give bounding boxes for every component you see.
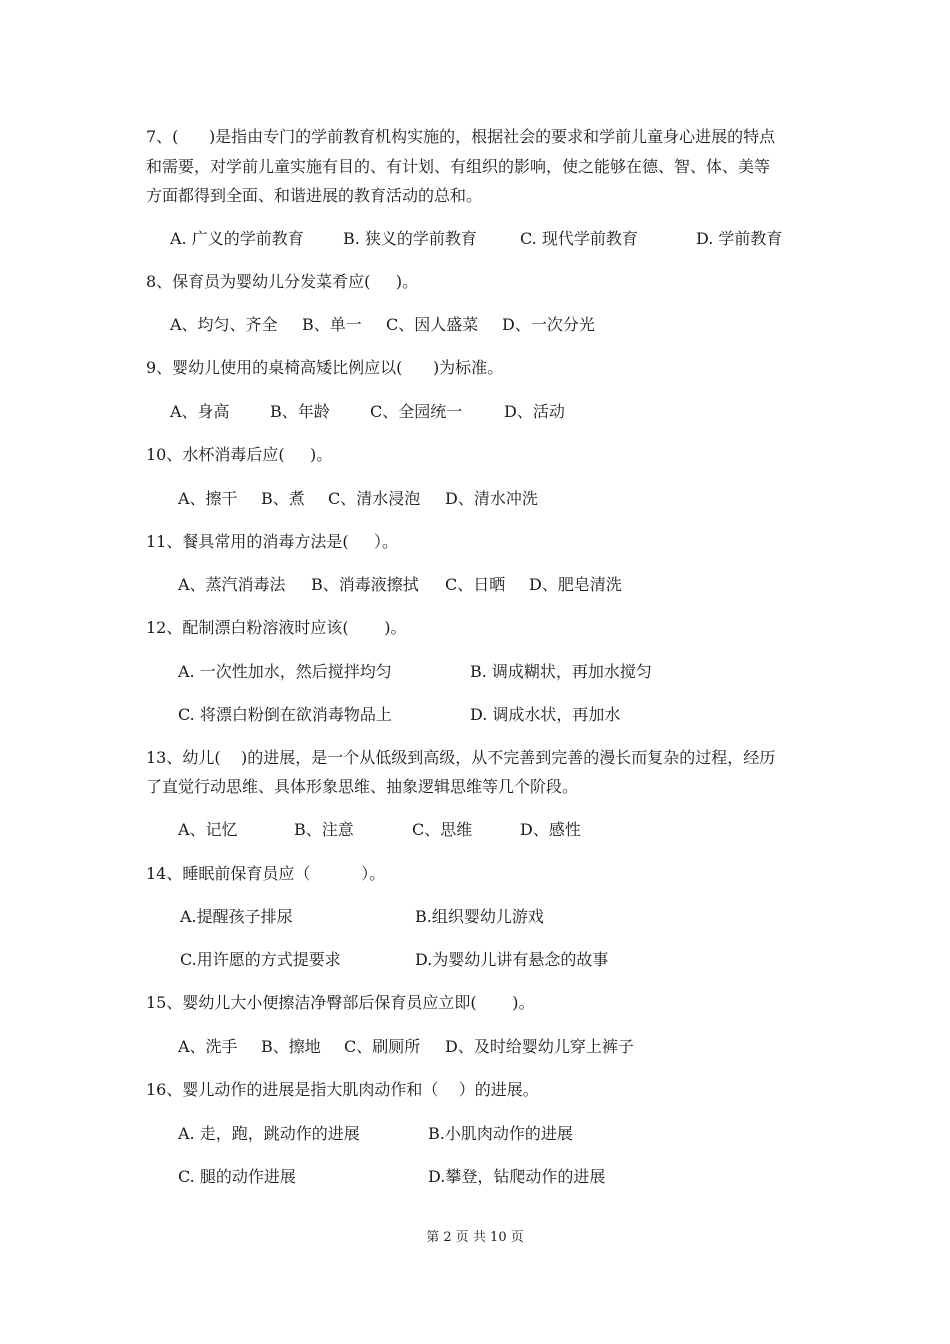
question-14-option-b: B.组织婴幼儿游戏 (415, 907, 544, 926)
question-7-option-d: D. 学前教育 (696, 229, 783, 248)
question-13-stem-line-2: 了直觉行动思维、具体形象思维、抽象逻辑思维等几个阶段。 (146, 777, 579, 796)
question-13-option-d: D、感性 (520, 820, 581, 839)
question-15-option-c: C、刷厕所 (344, 1037, 421, 1056)
question-15-option-b: B、擦地 (261, 1037, 321, 1056)
question-12-stem: 12、配制漂白粉溶液时应该( )。 (146, 618, 407, 637)
question-16-option-a: A. 走，跑，跳动作的进展 (178, 1124, 360, 1143)
question-15-stem: 15、婴幼儿大小便擦洁净臀部后保育员应立即( )。 (146, 993, 535, 1012)
question-7-option-a: A. 广义的学前教育 (170, 229, 304, 248)
question-9-option-b: B、年龄 (270, 402, 330, 421)
question-13-option-a: A、记忆 (178, 820, 238, 839)
question-13-option-b: B、注意 (294, 820, 354, 839)
question-14-option-a: A.提醒孩子排尿 (180, 907, 293, 926)
question-10-option-d: D、清水冲洗 (445, 489, 538, 508)
question-15-option-a: A、洗手 (178, 1037, 238, 1056)
question-9-stem: 9、婴幼儿使用的桌椅高矮比例应以( )为标准。 (146, 358, 504, 377)
question-9-option-c: C、全园统一 (370, 402, 463, 421)
question-11-option-c: C、日晒 (445, 575, 506, 594)
question-11-option-b: B、消毒液擦拭 (311, 575, 419, 594)
question-7-stem-line-3: 方面都得到全面、和谐进展的教育活动的总和。 (146, 186, 483, 205)
question-7-stem-line-1: 7、( )是指由专门的学前教育机构实施的，根据社会的要求和学前儿童身心进展的特点 (146, 127, 776, 146)
question-13-option-c: C、思维 (412, 820, 473, 839)
question-8-option-a: A、均匀、齐全 (170, 315, 278, 334)
question-10-stem: 10、水杯消毒后应( )。 (146, 445, 333, 464)
question-8-stem: 8、保育员为婴幼儿分发菜肴应( )。 (146, 272, 419, 291)
page-number-footer: 第 2 页 共 10 页 (426, 1230, 524, 1245)
question-7-option-b: B. 狭义的学前教育 (343, 229, 477, 248)
question-10-option-a: A、擦干 (178, 489, 238, 508)
question-7-option-c: C. 现代学前教育 (520, 229, 638, 248)
question-7-stem-line-2: 和需要，对学前儿童实施有目的、有计划、有组织的影响，使之能够在德、智、体、美等 (146, 157, 771, 176)
question-11-option-d: D、肥皂清洗 (529, 575, 622, 594)
question-16-option-d: D.攀登，钻爬动作的进展 (428, 1167, 606, 1186)
question-13-stem-line-1: 13、幼儿( )的进展，是一个从低级到高级，从不完善到完善的漫长而复杂的过程，经历 (146, 748, 776, 767)
question-10-option-b: B、煮 (261, 489, 305, 508)
question-9-option-d: D、活动 (504, 402, 565, 421)
question-11-stem: 11、餐具常用的消毒方法是( ）。 (146, 532, 399, 551)
question-12-option-b: B. 调成糊状，再加水搅匀 (470, 662, 652, 681)
question-14-option-c: C.用许愿的方式提要求 (180, 950, 341, 969)
question-16-stem: 16、婴儿动作的进展是指大肌肉动作和（ ）的进展。 (146, 1080, 539, 1099)
question-14-stem: 14、睡眠前保育员应（ ）。 (146, 864, 386, 883)
question-12-option-c: C. 将漂白粉倒在欲消毒物品上 (178, 705, 392, 724)
question-8-option-c: C、因人盛菜 (386, 315, 479, 334)
question-15-option-d: D、及时给婴幼儿穿上裤子 (445, 1037, 634, 1056)
question-8-option-b: B、单一 (302, 315, 362, 334)
question-12-option-a: A. 一次性加水，然后搅拌均匀 (178, 662, 392, 681)
question-16-option-b: B.小肌肉动作的进展 (428, 1124, 573, 1143)
question-16-option-c: C. 腿的动作进展 (178, 1167, 296, 1186)
question-8-option-d: D、一次分光 (502, 315, 595, 334)
question-14-option-d: D.为婴幼儿讲有悬念的故事 (415, 950, 609, 969)
question-9-option-a: A、身高 (170, 402, 230, 421)
question-12-option-d: D. 调成水状，再加水 (470, 705, 621, 724)
question-10-option-c: C、清水浸泡 (328, 489, 421, 508)
question-11-option-a: A、蒸汽消毒法 (178, 575, 286, 594)
